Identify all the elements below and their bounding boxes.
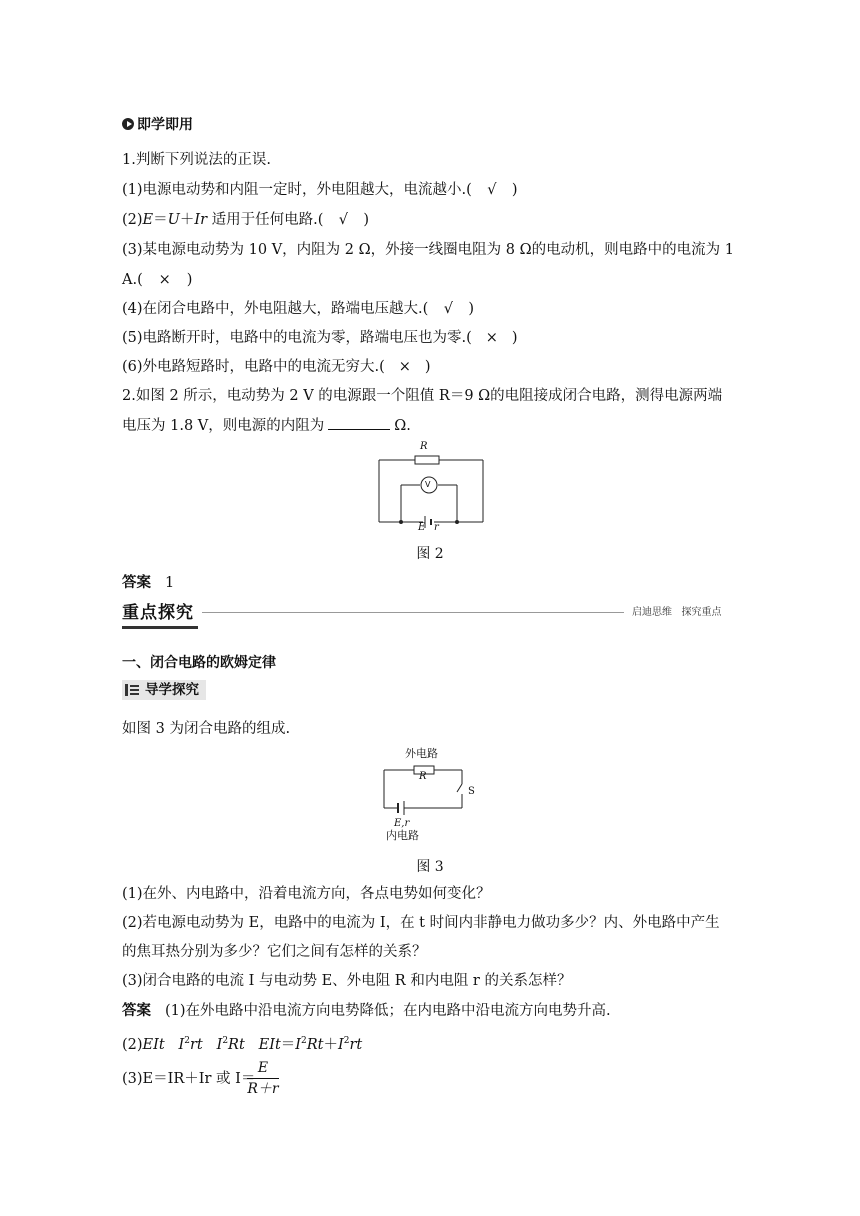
topic-1-question-3: (3)闭合电路的电流 I 与电动势 E、外电阻 R 和内电阻 r 的关系怎样？ <box>122 973 572 989</box>
answer-q2 <box>122 573 174 593</box>
fig3-inner-label: 内电路 <box>386 829 419 842</box>
judgment-mark: × <box>398 359 411 375</box>
section-title: 重点探究 <box>122 603 194 623</box>
fig3-resistor-label: R <box>419 771 427 782</box>
answer-label: 答案 <box>122 575 151 591</box>
fraction-numerator: E <box>257 1060 269 1076</box>
section-right-text: 启迪思维 探究重点 <box>632 607 722 618</box>
judgment-mark: √ <box>487 182 497 198</box>
figure-3-caption: 图 3 <box>416 859 444 875</box>
quick-use-title: 即学即用 <box>137 117 193 133</box>
section-title-underline <box>122 626 198 629</box>
fig2-voltmeter-label: V <box>425 480 431 489</box>
question-2-line2: 电压为 1.8 V，则电源的内阻为 Ω. <box>122 415 411 436</box>
section-rule <box>202 612 624 613</box>
fig2-resistor-label: R <box>420 441 428 452</box>
fig2-internal-r-label: r <box>434 522 439 533</box>
topic-1-question-2-line2: 的焦耳热分别为多少？它们之间有怎样的关系？ <box>122 944 427 960</box>
list-icon <box>125 684 139 696</box>
fig3-source-label: E,r <box>394 818 410 829</box>
statement-5: (5)电路断开时，电路中的电流为零，路端电压也为零.( × ) <box>122 330 518 346</box>
judgment-mark: × <box>485 330 498 346</box>
play-circle-icon <box>122 118 134 130</box>
topic-1-question-2-line1: (2)若电源电动势为 E，电路中的电流为 I，在 t 时间内非静电力做功多少？内、外电路中产生 <box>122 915 720 931</box>
sub-heading: 导学探究 <box>145 682 199 698</box>
fig3-switch-label: S <box>468 786 475 797</box>
fig2-emf-label: E <box>418 522 426 533</box>
statement-4: (4)在闭合电路中，外电阻越大，路端电压越大.( √ ) <box>122 301 474 317</box>
topic-1-answer-2: (2)EIt $I^2rt$ $I^2Rt$ $EIt=I^2Rt+I^2rt$ <box>122 1036 363 1053</box>
answer-label: 答案 <box>122 1003 151 1019</box>
fig3-outer-label: 外电路 <box>405 747 438 760</box>
judgment-mark: × <box>158 272 171 288</box>
topic-1-heading: 一、闭合电路的欧姆定律 <box>122 655 276 671</box>
quick-use-heading <box>122 115 193 135</box>
topic-1-question-1: (1)在外、内电路中，沿着电流方向，各点电势如何变化？ <box>122 886 491 902</box>
statement-6: (6)外电路短路时，电路中的电流无穷大.( × ) <box>122 359 431 375</box>
judgment-mark: √ <box>443 301 453 317</box>
figure-3-circuit <box>376 760 476 816</box>
statement-2: (2)E＝U＋Ir 适用于任何电路.( √ ) <box>122 212 370 228</box>
topic-1-answer-3: (3)E＝IR＋Ir 或 I＝ <box>122 1071 256 1087</box>
statement-3-line1: (3)某电源电动势为 10 V，内阻为 2 Ω，外接一线圈电阻为 8 Ω的电动机，则电路中的电流为 1 <box>122 242 734 258</box>
judgment-mark: √ <box>338 212 349 228</box>
topic-1-intro: 如图 3 为闭合电路的组成. <box>122 721 291 737</box>
answer-blank <box>328 415 390 430</box>
figure-2-caption: 图 2 <box>416 546 444 562</box>
question-1-intro: 1.判断下列说法的正误. <box>122 152 271 168</box>
question-2-line1: 2.如图 2 所示，电动势为 2 V 的电源跟一个阻值 R＝9 Ω的电阻接成闭合电路，测得电源两端 <box>122 388 723 404</box>
fraction-denominator: R＋r <box>247 1078 279 1097</box>
statement-3-line2: A.( × ) <box>122 272 193 288</box>
statement-1: (1)电源电动势和内阻一定时，外电阻越大，电流越小.( √ ) <box>122 182 518 198</box>
answer-value: 1 <box>165 575 175 591</box>
topic-1-answer-1: 答案 (1)在外电路中沿电流方向电势降低；在内电路中沿电流方向电势升高. <box>122 1003 611 1019</box>
fraction <box>247 1060 279 1097</box>
